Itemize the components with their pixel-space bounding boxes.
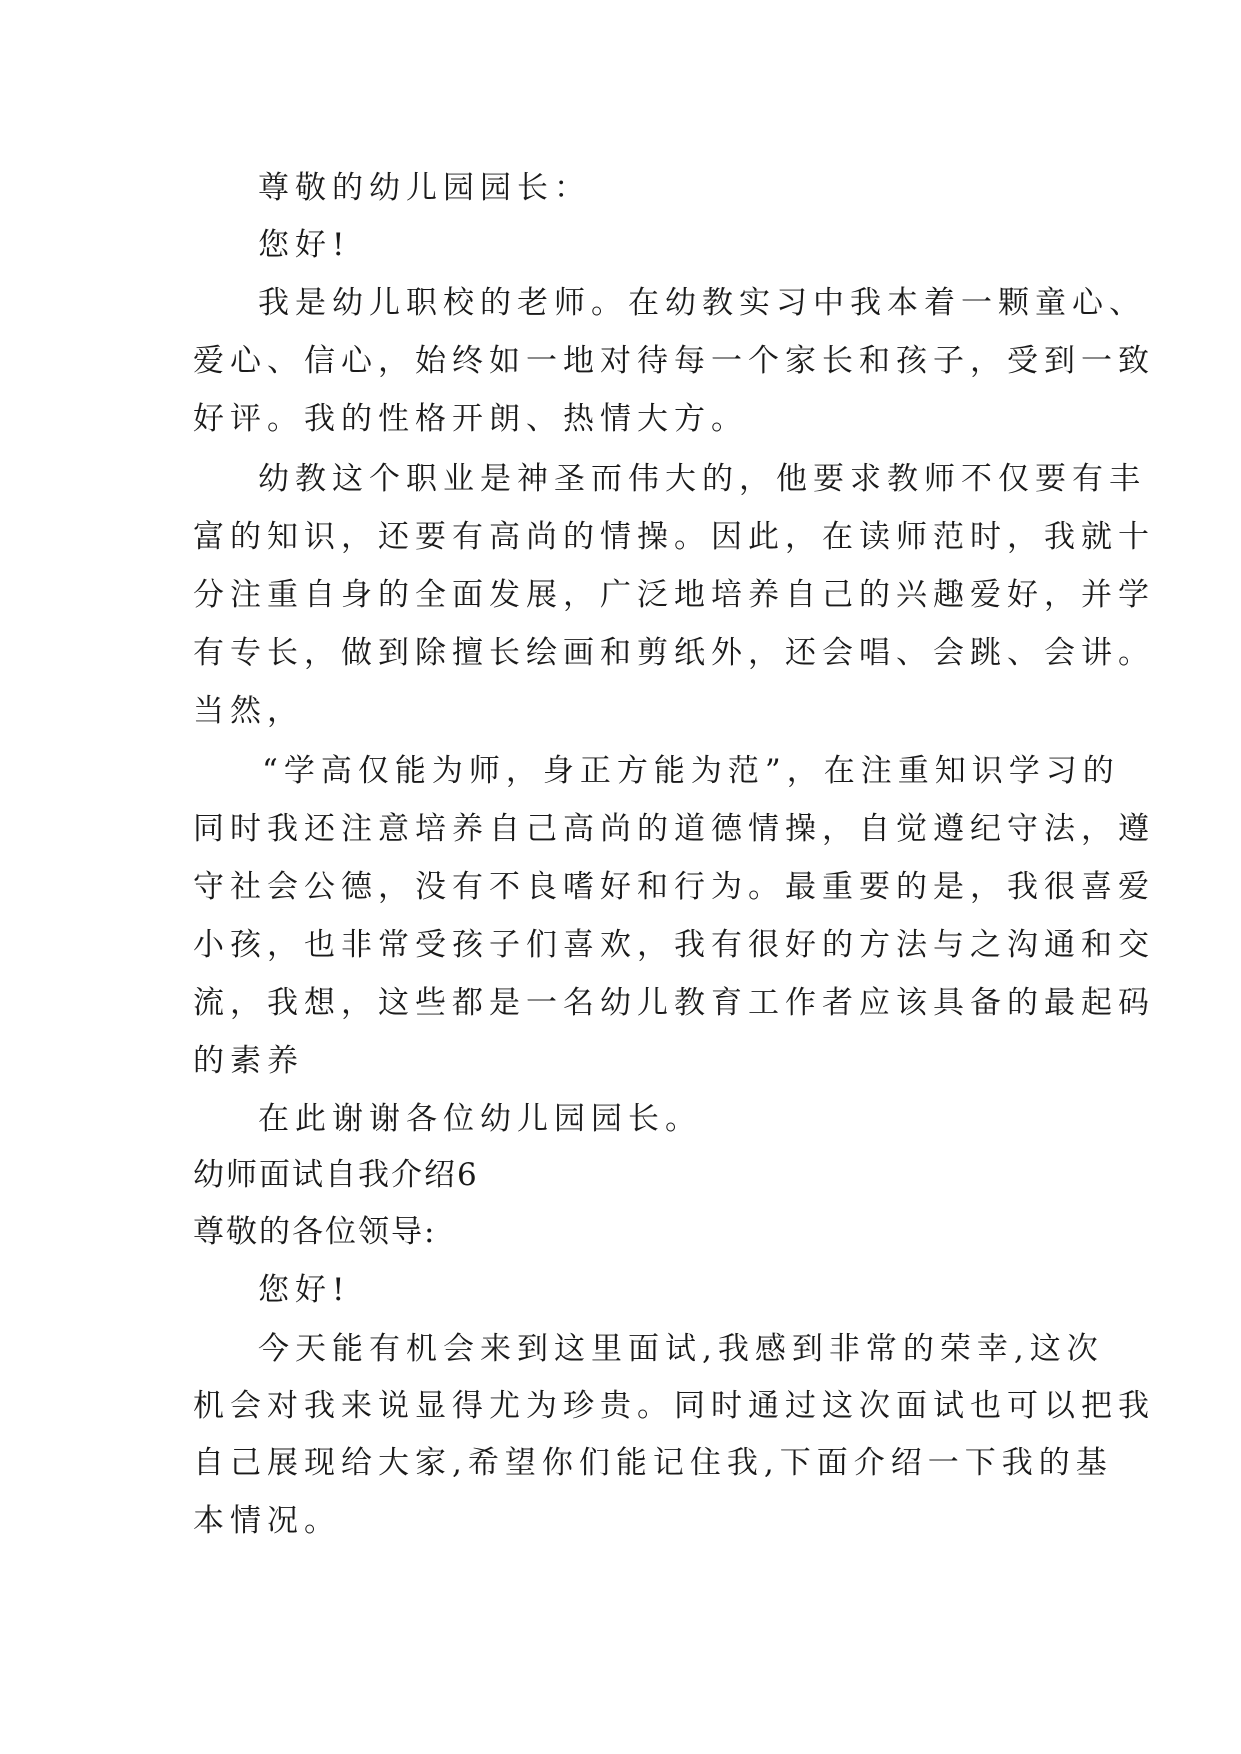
paragraph-line: 小孩，也非常受孩子们喜欢，我有很好的方法与之沟通和交 <box>193 927 1155 963</box>
paragraph-line: 爱心、信心，始终如一地对待每一个家长和孩子，受到一致 <box>193 343 1155 379</box>
salutation: 尊敬的各位领导: <box>193 1214 437 1250</box>
paragraph-line: 当然， <box>193 693 304 729</box>
paragraph-line: 有专长，做到除擅长绘画和剪纸外，还会唱、会跳、会讲。 <box>193 635 1155 671</box>
paragraph-line: 分注重自身的全面发展，广泛地培养自己的兴趣爱好，并学 <box>193 577 1155 613</box>
paragraph-line: 自己展现给大家,希望你们能记住我,下面介绍一下我的基 <box>193 1445 1113 1481</box>
paragraph-line: 同时我还注意培养自己高尚的道德情操，自觉遵纪守法，遵 <box>193 811 1155 847</box>
greeting: 您好! <box>258 227 351 263</box>
greeting: 您好! <box>258 1272 351 1308</box>
paragraph-line: 富的知识，还要有高尚的情操。因此，在读师范时，我就十 <box>193 519 1155 555</box>
paragraph-line: 我是幼儿职校的老师。在幼教实习中我本着一颗童心、 <box>258 285 1146 321</box>
paragraph-line: 幼教这个职业是神圣而伟大的，他要求教师不仅要有丰 <box>258 461 1146 497</box>
section-title: 幼师面试自我介绍6 <box>193 1157 479 1193</box>
paragraph-line: 好评。我的性格开朗、热情大方。 <box>193 401 748 437</box>
paragraph-line: 守社会公德，没有不良嗜好和行为。最重要的是，我很喜爱 <box>193 869 1155 905</box>
paragraph-line: 本情况。 <box>193 1503 341 1539</box>
paragraph-line: 今天能有机会来到这里面试,我感到非常的荣幸,这次 <box>258 1331 1104 1367</box>
paragraph-line: 流，我想，这些都是一名幼儿教育工作者应该具备的最起码 <box>193 985 1155 1021</box>
paragraph-line: 机会对我来说显得尤为珍贵。同时通过这次面试也可以把我 <box>193 1388 1155 1424</box>
salutation: 尊敬的幼儿园园长： <box>258 170 591 206</box>
closing-line: 在此谢谢各位幼儿园园长。 <box>258 1101 702 1137</box>
paragraph-line: 的素养 <box>193 1043 304 1079</box>
paragraph-line: “学高仅能为师，身正方能为范”，在注重知识学习的 <box>262 753 1120 789</box>
